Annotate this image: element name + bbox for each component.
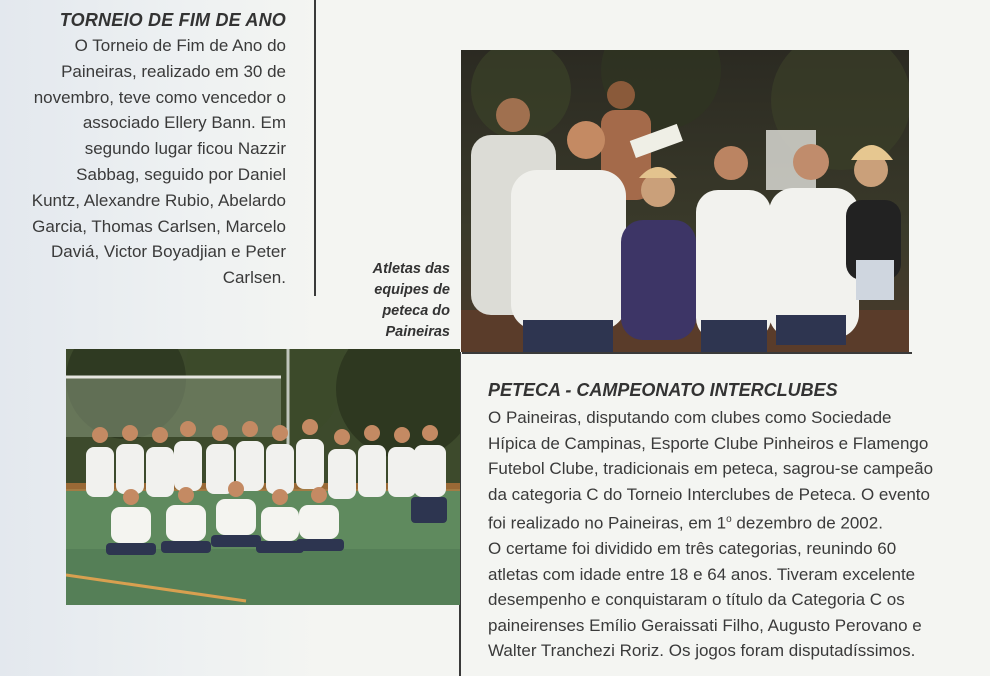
photo-caption	[350, 259, 450, 343]
torneio-line: Daviá, Victor Boyadjian e Peter	[51, 242, 286, 262]
torneio-line: O Torneio de Fim de Ano do	[74, 36, 286, 55]
peteca-line: desempenho e conquistaram o título da Categoria C os	[488, 590, 905, 610]
peteca-line: Futebol Clube, tradicionais em peteca, sagrou-se campeão	[488, 459, 934, 478]
caption-line: Paineiras	[385, 324, 450, 340]
torneio-line: Paineiras, realizado em 30 de	[61, 61, 286, 81]
photo-underline	[462, 352, 912, 354]
peteca-line: atletas com idade entre 18 e 64 anos. Tiveram excelente	[488, 564, 916, 584]
caption-line: equipes de	[374, 282, 450, 298]
torneio-line: segundo lugar ficou Nazzir	[84, 139, 286, 159]
torneio-line: novembro, teve como vencedor o	[33, 87, 286, 107]
peteca-line: paineirenses Emílio Geraissati Filho, Augusto Perovano e	[488, 615, 922, 635]
torneio-line: Garcia, Thomas Carlsen, Marcelo	[32, 216, 286, 236]
torneio-line: Sabbag, seguido por Daniel	[76, 164, 286, 184]
torneio-title: TORNEIO DE FIM DE ANO	[59, 10, 286, 30]
peteca-line: foi realizado no Paineiras, em 1	[488, 513, 727, 533]
team-on-court-photo	[66, 349, 460, 605]
torneio-body	[10, 33, 286, 291]
torneio-line: associado Ellery Bann. Em	[82, 113, 286, 133]
peteca-line: O certame foi dividido em três categorias, reunindo 60	[488, 539, 897, 559]
peteca-article	[488, 380, 968, 664]
peteca-line: O Paineiras, disputando com clubes como Sociedade	[488, 408, 892, 427]
torneio-article	[10, 10, 286, 291]
torneio-line: Kuntz, Alexandre Rubio, Abelardo	[31, 190, 286, 210]
caption-line: Atletas das	[372, 261, 450, 277]
athletes-group-photo	[461, 50, 909, 352]
peteca-title: PETECA - CAMPEONATO INTERCLUBES	[488, 380, 838, 400]
peteca-line: da categoria C do Torneio Interclubes de Peteca. O evento	[488, 484, 930, 504]
peteca-body	[488, 405, 968, 664]
ordinal-mark: o	[726, 514, 732, 525]
peteca-line: Walter Tranchezi Roriz. Os jogos foram disputadíssimos.	[488, 641, 916, 661]
caption-line: peteca do	[382, 303, 450, 319]
column-divider-top	[314, 0, 316, 296]
peteca-line: dezembro de 2002.	[731, 513, 883, 533]
peteca-line: Hípica de Campinas, Esporte Clube Pinheiros e Flamengo	[488, 433, 929, 453]
torneio-line: Carlsen.	[222, 268, 286, 288]
